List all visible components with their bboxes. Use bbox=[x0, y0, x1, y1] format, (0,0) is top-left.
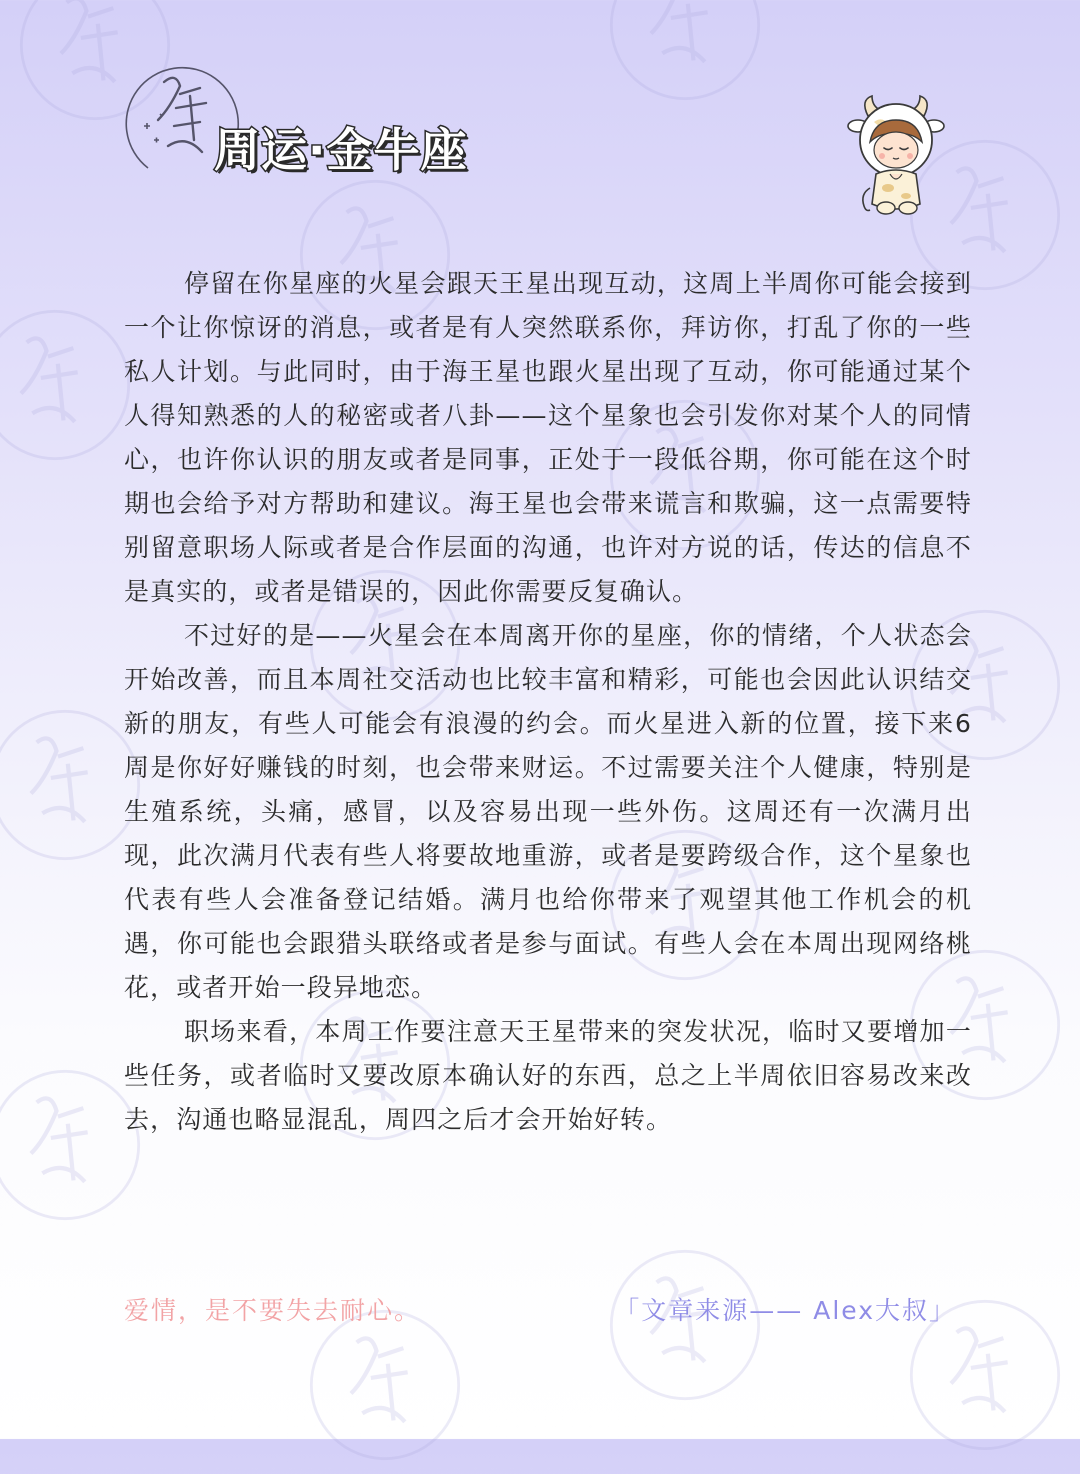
taurus-mascot-icon bbox=[846, 92, 946, 222]
article-paragraph: 职场来看，本周工作要注意天王星带来的突发状况，临时又要增加一些任务，或者临时又要改原本确认好的东西，总之上半周依旧容易改来改去，沟通也略显混乱，周四之后才会开始好转。 bbox=[124, 1017, 972, 1134]
watermark-logo-icon bbox=[0, 300, 140, 470]
article-body bbox=[124, 262, 972, 1142]
watermark-logo-icon bbox=[600, 0, 770, 110]
page-title: 周运·金牛座 bbox=[214, 123, 468, 177]
footer-quote: 爱情，是不要失去耐心。 bbox=[124, 1296, 422, 1325]
article-source: 「文章来源—— Alex大叔」 bbox=[614, 1296, 956, 1325]
article-paragraph: 停留在你星座的火星会跟天王星出现互动，这周上半周你可能会接到一个让你惊讶的消息，或者是有人突然联系你，拜访你，打乱了你的一些私人计划。与此同时，由于海王星也跟火星出现了互动，你可能通过某个人得知熟悉的人的秘密或者八卦——这个星象也会引发你对某个人的同情心，也许你认识的朋友或者是同事，正处于一段低谷期，你可能在这个时期也会给予对方帮助和建议。海王星也会带来谎言和欺骗，这一点需要特别留意职场人际或者是合作层面的沟通，也许对方说的话，传达的信息不是真实的，或者是错误的，因此你需要反复确认。 bbox=[124, 269, 972, 606]
article-paragraph: 不过好的是——火星会在本周离开你的星座，你的情绪，个人状态会开始改善，而且本周社交活动也比较丰富和精彩，可能也会因此认识结交新的朋友，有些人可能会有浪漫的约会。而火星进入新的位置，接下来6周是你好好赚钱的时刻，也会带来财运。不过需要关注个人健康，特别是生殖系统，头痛，感冒，以及容易出现一些外伤。这周还有一次满月出现，此次满月代表有些人将要故地重游，或者是要跨级合作，这个星象也代表有些人会准备登记结婚。满月也给你带来了观望其他工作机会的机遇，你可能也会跟猎头联络或者是参与面试。有些人会在本周出现网络桃花，或者开始一段异地恋。 bbox=[124, 621, 972, 1002]
